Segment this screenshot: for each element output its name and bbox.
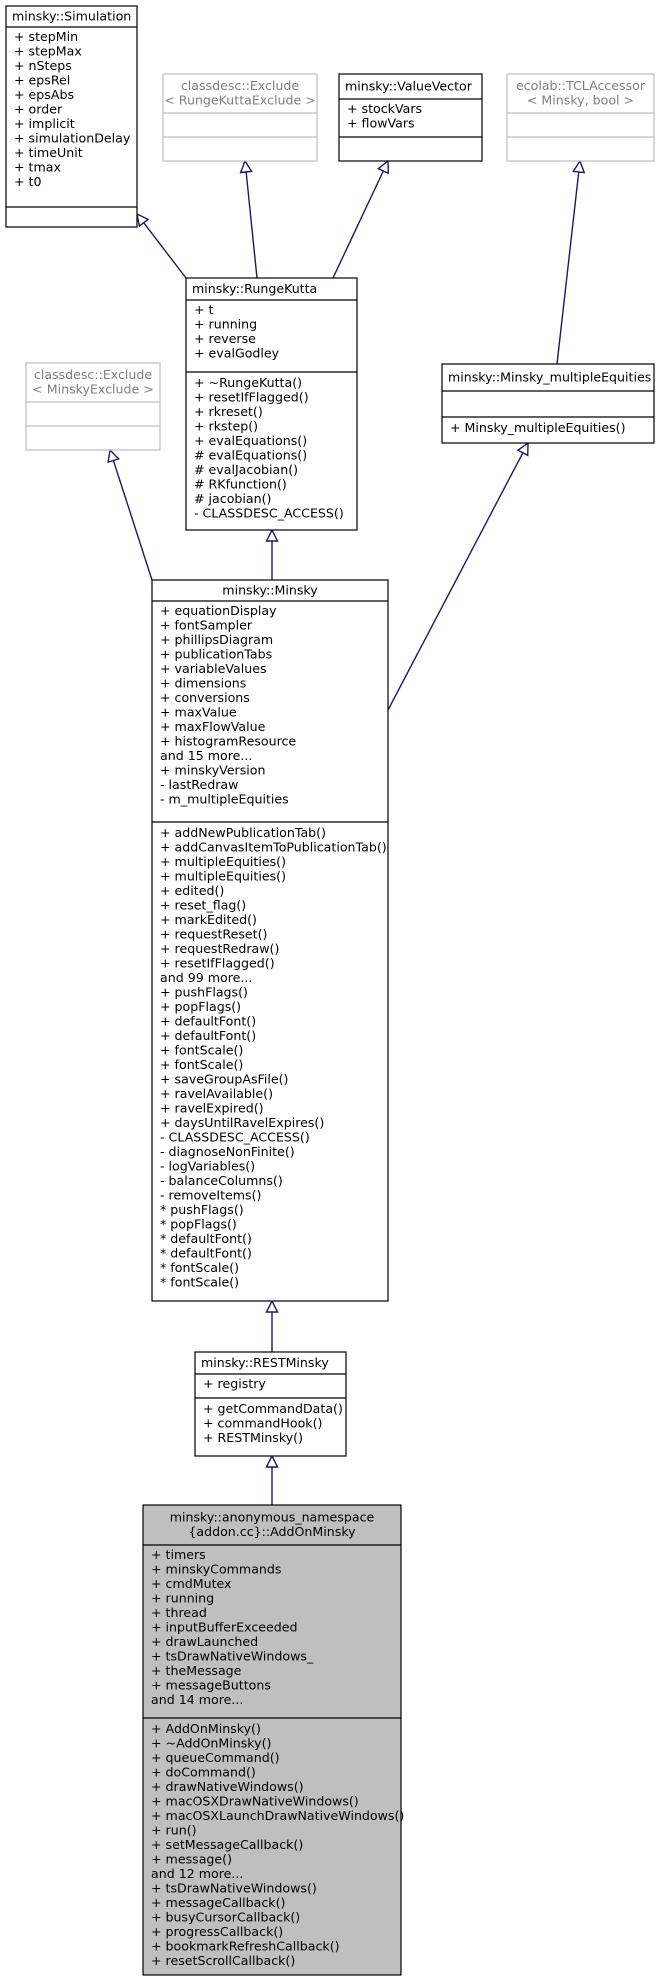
- class-operation: + multipleEquities(): [160, 868, 286, 884]
- inheritance-arrowhead: [573, 161, 584, 173]
- class-operation: + fontScale(): [160, 1057, 244, 1072]
- edge-multipleequities-to-tclaccessor: [557, 161, 584, 364]
- inheritance-arrowhead: [108, 450, 118, 462]
- class-title: minsky::RESTMinsky: [201, 1354, 329, 1370]
- class-operation: and 12 more...: [151, 1866, 244, 1881]
- class-operation: + tsDrawNativeWindows(): [151, 1880, 317, 1896]
- class-operation: + markEdited(): [160, 912, 257, 927]
- class-title: minsky::RungeKutta: [192, 280, 318, 296]
- class-operation: - CLASSDESC_ACCESS(): [160, 1129, 310, 1145]
- class-title: minsky::Simulation: [12, 8, 132, 24]
- class-attribute: + running: [151, 1590, 215, 1606]
- edge-minsky-to-exclude: [108, 450, 152, 580]
- class-attribute: and 15 more...: [160, 748, 253, 763]
- class-attribute: + stockVars: [347, 101, 423, 116]
- inheritance-arrowhead: [267, 530, 278, 541]
- class-title: < Minsky, bool >: [526, 92, 635, 108]
- class-attribute: + inputBufferExceeded: [151, 1619, 298, 1635]
- class-attribute: + messageButtons: [151, 1677, 271, 1693]
- class-attribute: + t: [194, 302, 214, 317]
- class-node-rest-minsky[interactable]: [195, 1352, 346, 1456]
- class-node-multiple-equities[interactable]: [442, 364, 654, 443]
- edge-rungekutta-to-simulation: [137, 214, 186, 278]
- edge-line: [144, 223, 186, 278]
- edge-rungekutta-to-valuevector: [333, 161, 388, 278]
- class-attribute: + phillipsDiagram: [160, 632, 274, 647]
- class-attribute: + running: [194, 316, 258, 332]
- class-operation: # evalJacobian(): [194, 462, 299, 477]
- class-node-tcl-accessor[interactable]: [507, 74, 654, 161]
- inheritance-arrowhead: [267, 1456, 278, 1467]
- class-attribute: + epsAbs: [14, 87, 75, 102]
- class-operation: and 99 more...: [160, 970, 253, 985]
- class-operation: # evalEquations(): [194, 447, 308, 463]
- class-node-addon-minsky[interactable]: [143, 1505, 404, 1975]
- edge-line: [557, 172, 579, 364]
- class-operation: + Minsky_multipleEquities(): [450, 420, 626, 435]
- class-operation: + ~RungeKutta(): [194, 375, 303, 390]
- class-attribute: + dimensions: [160, 675, 247, 691]
- edge-addonminsky-to-restminsky: [267, 1456, 278, 1505]
- class-operation: + saveGroupAsFile(): [160, 1071, 289, 1087]
- class-operation: - logVariables(): [160, 1158, 256, 1174]
- class-operation: * pushFlags(): [160, 1202, 244, 1217]
- class-operation: + defaultFont(): [160, 1028, 257, 1043]
- class-operation: + multipleEquities(): [160, 854, 286, 869]
- class-node-minsky[interactable]: [152, 580, 388, 1301]
- class-attribute: + evalGodley: [194, 345, 280, 361]
- class-attribute: + histogramResource: [160, 733, 297, 749]
- class-attribute: + t0: [14, 174, 42, 189]
- class-attribute: + publicationTabs: [160, 646, 273, 662]
- class-operation: - balanceColumns(): [160, 1173, 283, 1188]
- edge-line: [388, 453, 523, 710]
- class-attribute: + equationDisplay: [160, 603, 277, 618]
- class-attribute: + minskyCommands: [151, 1561, 282, 1577]
- class-attribute: + cmdMutex: [151, 1576, 232, 1591]
- class-attribute: + flowVars: [347, 115, 415, 131]
- class-attribute: + nSteps: [14, 58, 72, 73]
- class-operation: + AddOnMinsky(): [151, 1721, 261, 1736]
- class-title: minsky::anonymous_namespace: [169, 1509, 375, 1525]
- class-operation: + resetIfFlagged(): [160, 955, 275, 971]
- class-attribute: + tmax: [14, 159, 61, 175]
- class-attribute: + drawLaunched: [151, 1634, 259, 1649]
- inheritance-arrowhead: [137, 214, 148, 226]
- class-attribute: + thread: [151, 1605, 207, 1620]
- class-attribute: + timers: [151, 1547, 206, 1562]
- class-title: minsky::Minsky: [222, 582, 318, 598]
- class-attribute: + variableValues: [160, 661, 267, 676]
- class-attribute: + registry: [203, 1376, 266, 1391]
- class-operation: + busyCursorCallback(): [151, 1909, 301, 1925]
- class-attribute: + epsRel: [14, 72, 71, 88]
- class-operation: + addNewPublicationTab(): [160, 825, 326, 840]
- class-node-exclude-minsky[interactable]: [26, 363, 160, 450]
- class-operation: + macOSXLaunchDrawNativeWindows(): [151, 1808, 405, 1823]
- class-operation: + pushFlags(): [160, 984, 248, 1000]
- edge-line: [246, 172, 257, 278]
- class-node-value-vector[interactable]: [339, 74, 482, 161]
- class-attribute: and 14 more...: [151, 1692, 244, 1707]
- class-attribute: + theMessage: [151, 1663, 242, 1678]
- class-attribute: - lastRedraw: [160, 777, 239, 792]
- class-operation: + run(): [151, 1822, 197, 1838]
- class-operation: + fontScale(): [160, 1042, 244, 1058]
- class-operation: + message(): [151, 1851, 232, 1867]
- class-operation: - CLASSDESC_ACCESS(): [194, 505, 344, 521]
- class-operation: + resetIfFlagged(): [194, 389, 309, 405]
- class-operation: + defaultFont(): [160, 1013, 257, 1029]
- class-attribute: + maxFlowValue: [160, 719, 266, 734]
- class-attribute: + timeUnit: [14, 145, 83, 160]
- class-operation: + RESTMinsky(): [203, 1430, 303, 1445]
- class-nodes: [6, 6, 654, 1975]
- class-operation: + ravelExpired(): [160, 1100, 264, 1116]
- class-node-runge-kutta[interactable]: [186, 278, 357, 530]
- class-title: minsky::ValueVector: [345, 78, 472, 94]
- class-attribute: + tsDrawNativeWindows_: [151, 1648, 314, 1664]
- class-operation: + messageCallback(): [151, 1895, 286, 1910]
- class-operation: + progressCallback(): [151, 1924, 284, 1939]
- edge-rungekutta-to-exclude: [241, 161, 257, 278]
- class-operation: + doCommand(): [151, 1764, 256, 1780]
- class-operation: + edited(): [160, 883, 225, 898]
- class-attribute: + maxValue: [160, 704, 237, 720]
- class-operation: + macOSXDrawNativeWindows(): [151, 1793, 359, 1809]
- class-operation: + commandHook(): [203, 1415, 323, 1431]
- class-operation: - removeItems(): [160, 1187, 262, 1203]
- class-title: < MinskyExclude >: [32, 381, 154, 397]
- class-attribute: + fontSampler: [160, 617, 253, 633]
- edge-line: [333, 171, 383, 278]
- class-operation: # jacobian(): [194, 491, 272, 506]
- class-operation: + queueCommand(): [151, 1750, 280, 1765]
- class-attribute: + implicit: [14, 116, 75, 131]
- class-operation: # RKfunction(): [194, 476, 287, 492]
- class-operation: + drawNativeWindows(): [151, 1779, 304, 1794]
- class-operation: + ravelAvailable(): [160, 1086, 273, 1101]
- class-attribute: + stepMax: [14, 43, 82, 59]
- edge-minsky-to-multipleequities: [388, 443, 528, 710]
- class-operation: + ~AddOnMinsky(): [151, 1735, 272, 1751]
- class-operation: + rkstep(): [194, 418, 259, 434]
- class-operation: + requestRedraw(): [160, 941, 280, 956]
- class-attribute: + stepMin: [14, 29, 79, 44]
- class-operation: * defaultFont(): [160, 1231, 252, 1246]
- inheritance-arrowhead: [518, 443, 528, 455]
- class-title: ecolab::TCLAccessor: [515, 78, 646, 93]
- class-operation: + reset_flag(): [160, 897, 247, 913]
- class-operation: + requestReset(): [160, 926, 268, 942]
- class-operation: + addCanvasItemToPublicationTab(): [160, 839, 387, 855]
- class-operation: + evalEquations(): [194, 433, 308, 448]
- class-operation: * popFlags(): [160, 1216, 237, 1232]
- class-title: {addon.cc}::AddOnMinsky: [188, 1524, 356, 1539]
- class-title: classdesc::Exclude: [180, 78, 300, 93]
- class-operation: + getCommandData(): [203, 1401, 343, 1416]
- edge-restminsky-to-minsky: [267, 1301, 278, 1352]
- class-attribute: - m_multipleEquities: [160, 791, 289, 807]
- class-operation: + daysUntilRavelExpires(): [160, 1115, 325, 1130]
- class-attribute: + order: [14, 101, 63, 117]
- class-title: classdesc::Exclude: [33, 367, 153, 382]
- class-attribute: + simulationDelay: [14, 130, 131, 146]
- class-attribute: + conversions: [160, 690, 250, 705]
- class-operation: * fontScale(): [160, 1260, 240, 1275]
- class-node-simulation[interactable]: [6, 6, 137, 227]
- class-operation: + popFlags(): [160, 999, 242, 1014]
- class-node-exclude-rk[interactable]: [163, 74, 317, 161]
- class-title: minsky::Minsky_multipleEquities: [448, 369, 652, 385]
- class-operation: + setMessageCallback(): [151, 1837, 304, 1852]
- class-operation: * fontScale(): [160, 1274, 240, 1290]
- class-operation: + rkreset(): [194, 404, 263, 419]
- class-operation: * defaultFont(): [160, 1245, 252, 1261]
- class-operation: + bookmarkRefreshCallback(): [151, 1938, 340, 1954]
- class-title: < RungeKuttaExclude >: [164, 92, 316, 108]
- class-operation: - diagnoseNonFinite(): [160, 1144, 295, 1159]
- inheritance-arrowhead: [378, 161, 388, 173]
- class-attribute: + minskyVersion: [160, 762, 266, 778]
- inheritance-arrowhead: [267, 1301, 278, 1312]
- edge-line: [113, 460, 152, 580]
- class-attribute: + reverse: [194, 331, 256, 346]
- inheritance-arrowhead: [241, 161, 252, 173]
- class-operation: + resetScrollCallback(): [151, 1953, 296, 1968]
- edge-minsky-to-rungekutta: [267, 530, 278, 580]
